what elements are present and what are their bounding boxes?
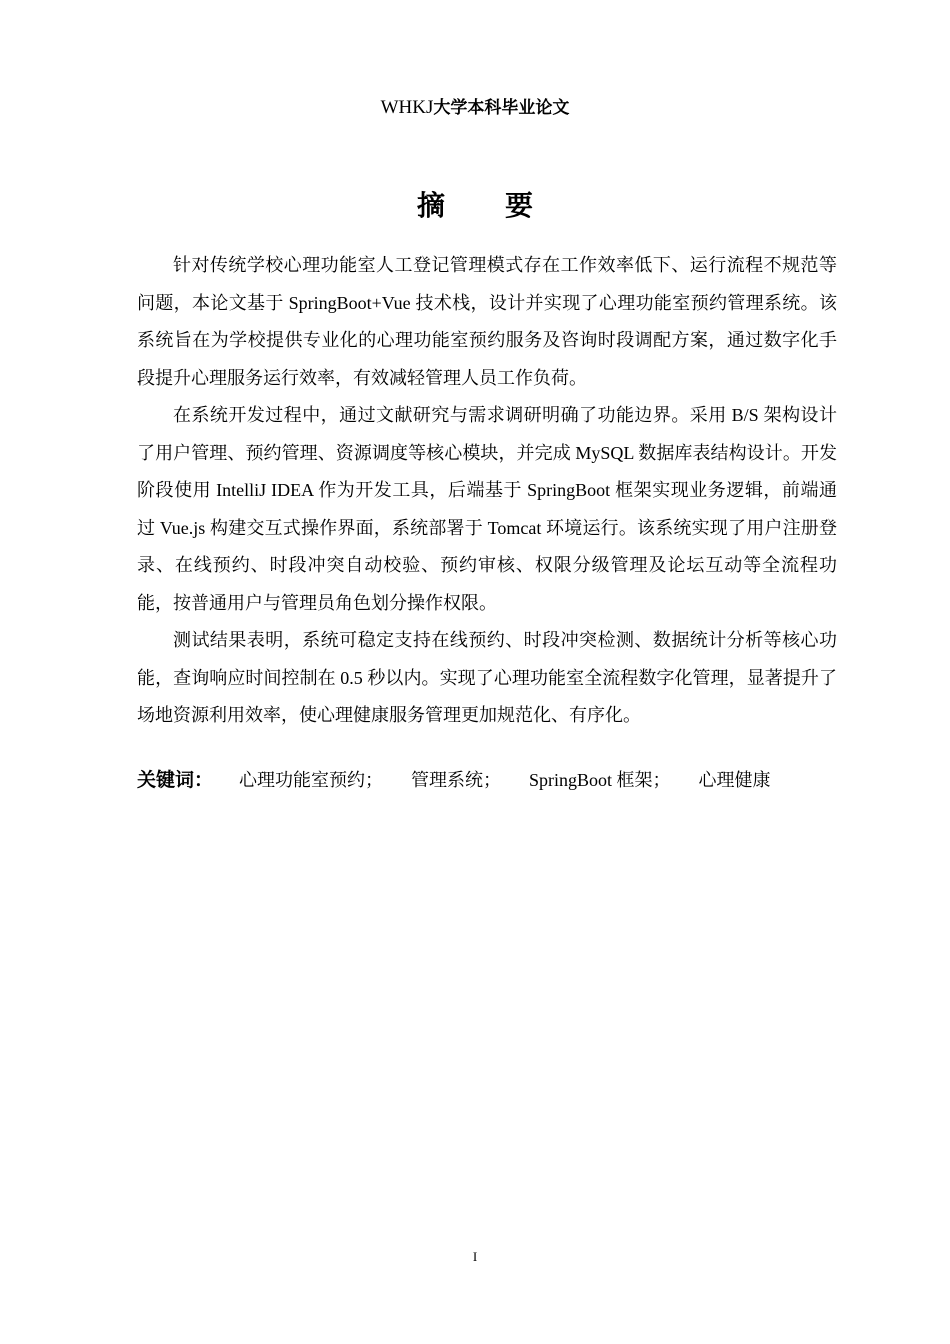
keywords-line bbox=[137, 763, 837, 797]
keyword-item: 管理系统； bbox=[411, 770, 502, 790]
abstract-title bbox=[0, 186, 950, 226]
keyword-item: 心理功能室预约； bbox=[239, 770, 384, 790]
abstract-paragraph-1: 针对传统学校心理功能室人工登记管理模式存在工作效率低下、运行流程不规范等问题，本论文基于 SpringBoot+Vue 技术栈，设计并实现了心理功能室预约管理系统。该系统旨在为学校提供专业化的心理功能室预约服务及咨询时段调配方案，通过数字化手段提升心理服务运行效率，有效减轻管理人员工作负荷。 bbox=[137, 255, 837, 388]
abstract-paragraph-3: 测试结果表明，系统可稳定支持在线预约、时段冲突检测、数据统计分析等核心功能，查询响应时间控制在 0.5 秒以内。实现了心理功能室全流程数字化管理，显著提升了场地资源利用效率，使心理健康服务管理更加规范化、有序化。 bbox=[137, 630, 837, 725]
header-school-code: WHKJ bbox=[380, 97, 434, 118]
abstract-title-right: 要 bbox=[505, 189, 534, 222]
header-thesis-type: 大学本科毕业论文 bbox=[433, 98, 570, 118]
page-header bbox=[0, 96, 950, 120]
keyword-item: SpringBoot 框架； bbox=[529, 770, 671, 790]
keywords-label: 关键词： bbox=[137, 769, 214, 791]
abstract-title-left: 摘 bbox=[416, 189, 445, 222]
page-number: I bbox=[472, 1249, 478, 1264]
keyword-item: 心理健康 bbox=[698, 770, 771, 790]
abstract-body bbox=[137, 247, 837, 735]
abstract-paragraph-2: 在系统开发过程中，通过文献研究与需求调研明确了功能边界。采用 B/S 架构设计了用户管理、预约管理、资源调度等核心模块，并完成 MySQL 数据库表结构设计。开发阶段使用 IntelliJ IDEA 作为开发工具，后端基于 SpringBoot 框架实现业务逻辑，前端通过 Vue.js 构建交互式操作界面，系统部署于 Tomcat 环境运行。该系统实现了用户注册登录、在线预约、时段冲突自动校验、预约审核、权限分级管理及论坛互动等全流程功能，按普通用户与管理员角色划分操作权限。 bbox=[137, 405, 837, 613]
